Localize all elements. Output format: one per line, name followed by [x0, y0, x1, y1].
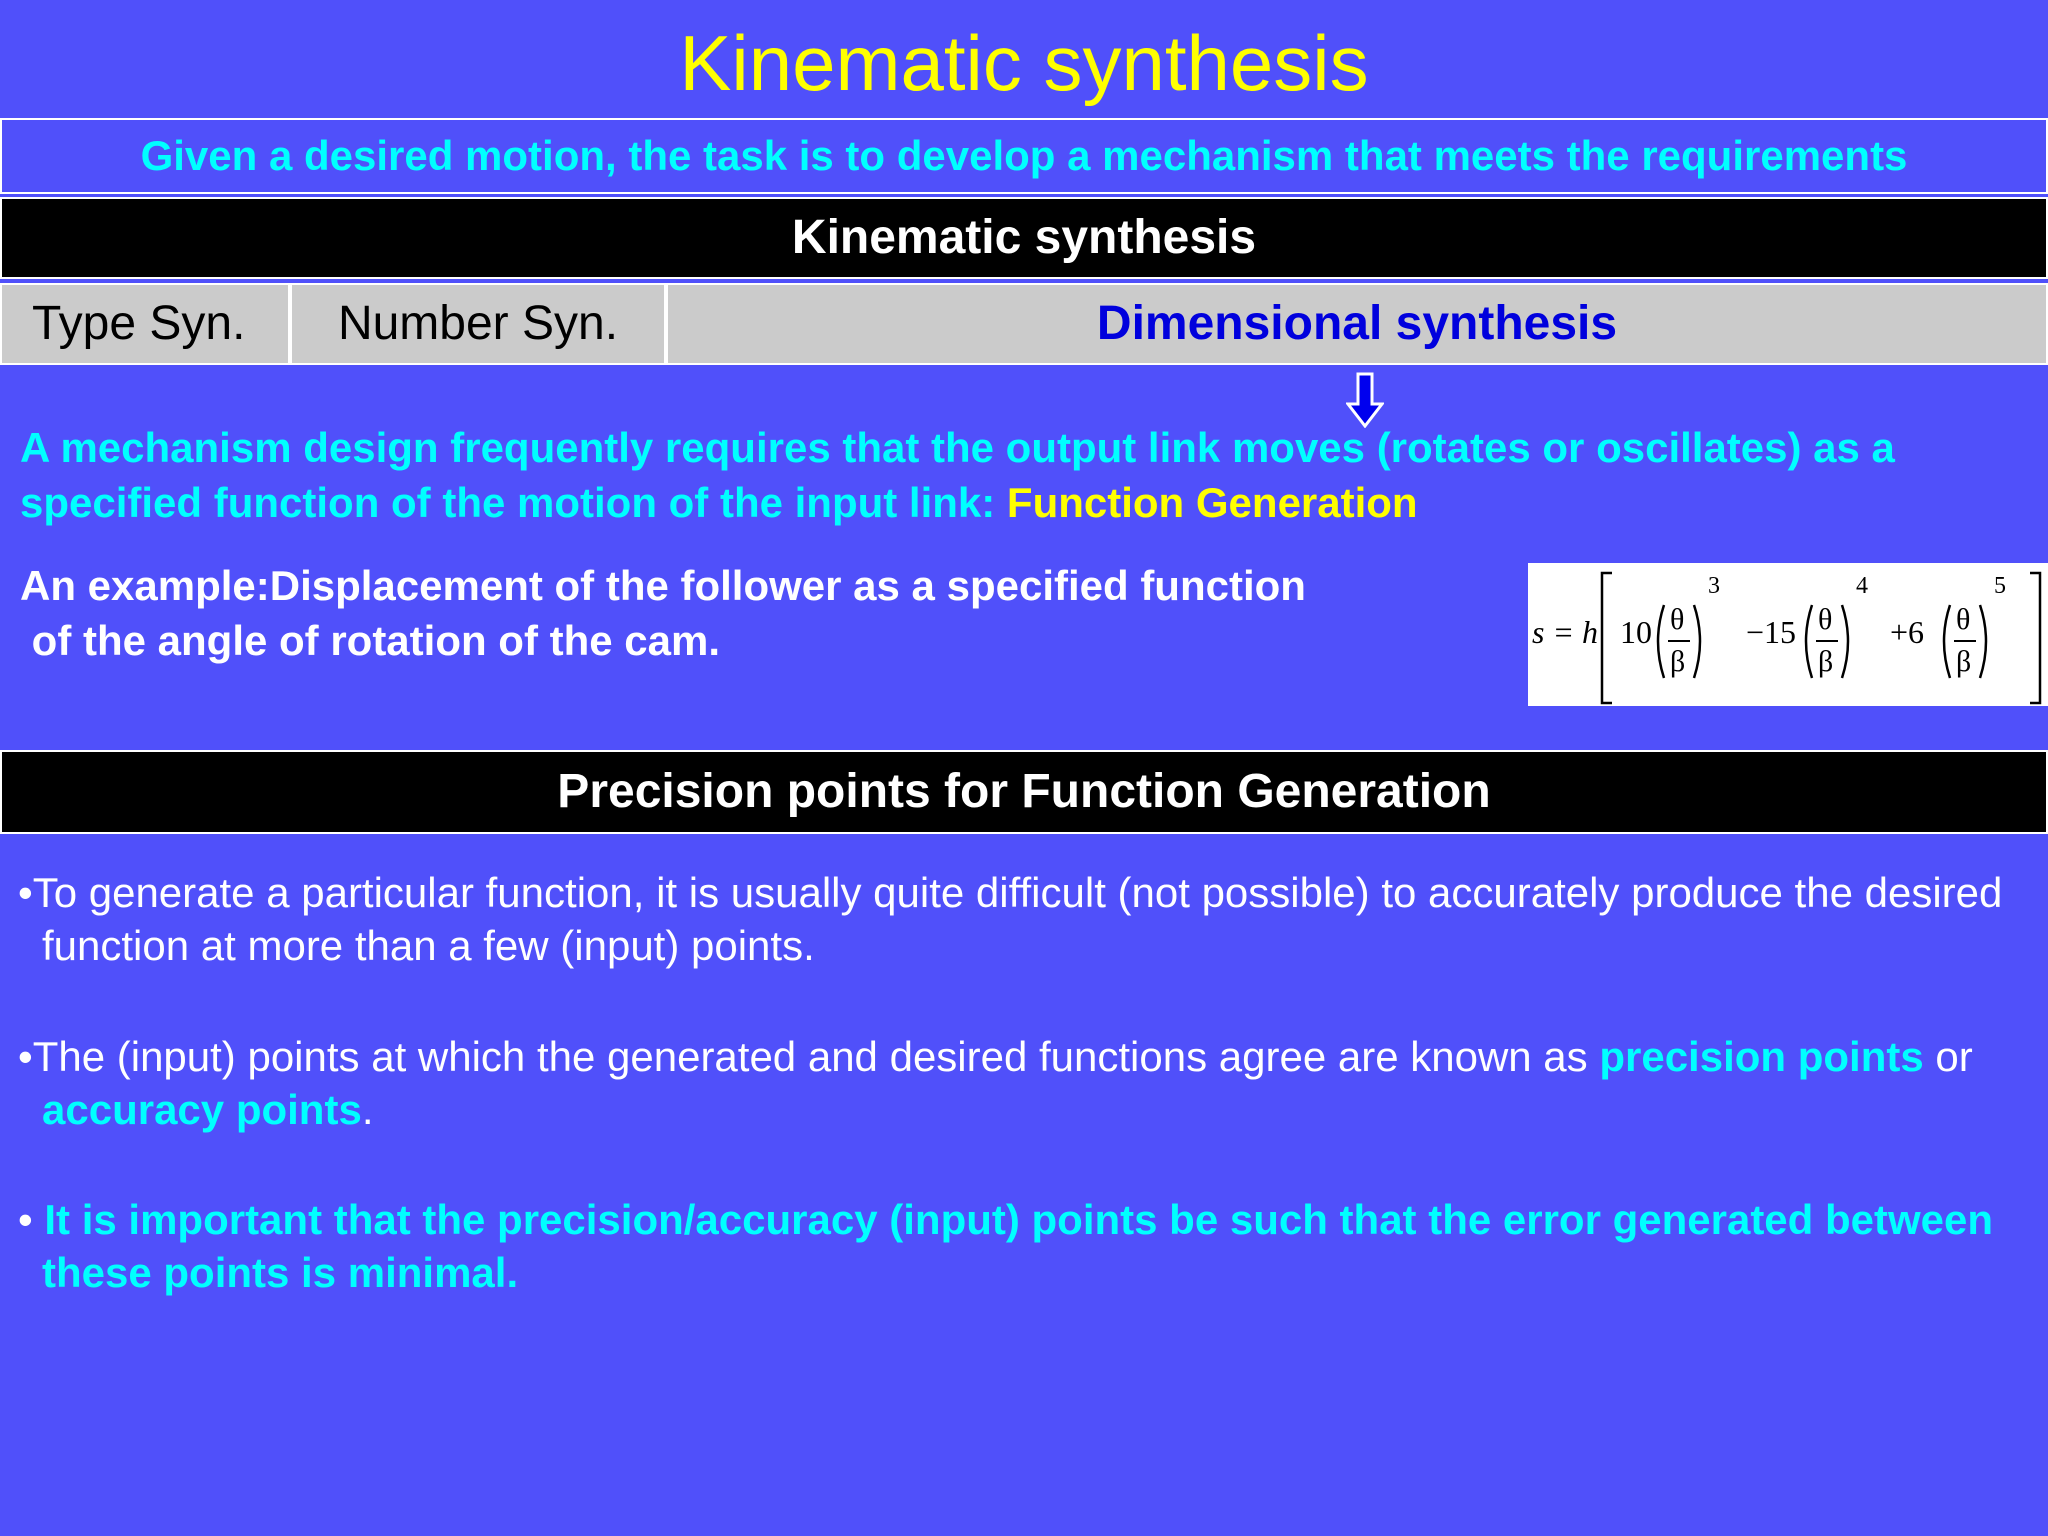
accuracy-points-term: accuracy points: [42, 1086, 362, 1133]
formula-beta-3: β: [1956, 645, 1972, 678]
formula-paren-3-left: [1944, 605, 1950, 678]
function-generation-term: Function Generation: [1006, 479, 1418, 526]
formula-power-3: 5: [1994, 573, 2006, 599]
example-line-1: An example:Displacement of the follower as a specified function: [20, 562, 1306, 609]
dimensional-synthesis-cell: Dimensional synthesis: [666, 283, 2048, 365]
formula-theta-3: θ: [1956, 603, 1971, 636]
formula-paren-2-right: [1842, 605, 1848, 678]
formula-lhs: s = h: [1532, 614, 1599, 650]
example-paragraph: [20, 558, 1480, 668]
precision-points-term: precision points: [1599, 1033, 1924, 1080]
formula-paren-1-left: [1658, 605, 1664, 678]
bullet-3-marker: •: [18, 1196, 45, 1243]
formula-right-bracket: [2030, 573, 2040, 703]
bullet-precision-definition: [18, 1030, 2018, 1136]
formula-beta-2: β: [1818, 645, 1834, 678]
number-synthesis-cell: Number Syn.: [290, 283, 666, 365]
bullet-difficulty: •To generate a particular function, it is usually quite difficult (not possible) to accurately produce the desired function at more than a few (input) points.: [18, 869, 2003, 969]
formula-theta-1: θ: [1670, 603, 1685, 636]
synthesis-header: Kinematic synthesis: [0, 197, 2048, 279]
formula-power-2: 4: [1856, 573, 1868, 599]
function-generation-paragraph: [20, 420, 2030, 530]
example-line-2: of the angle of rotation of the cam.: [20, 617, 721, 664]
bullet-3-text: It is important that the precision/accuracy (input) points be such that the error generated between these points is minimal.: [42, 1196, 1994, 1296]
formula-paren-3-right: [1980, 605, 1986, 678]
function-generation-text: A mechanism design frequently requires that the output link moves (rotates or oscillates) as a specified function of the motion of the input link:: [20, 424, 1895, 526]
formula-power-1: 3: [1708, 573, 1720, 599]
formula-theta-2: θ: [1818, 603, 1833, 636]
formula-coef-3: +6: [1890, 614, 1925, 650]
intro-statement: Given a desired motion, the task is to develop a mechanism that meets the requirements: [0, 118, 2048, 194]
formula-coef-2: −15: [1746, 614, 1797, 650]
bullet-2-or: or: [1923, 1033, 1973, 1080]
bullet-2-text: •The (input) points at which the generated and desired functions agree are known as: [18, 1033, 1600, 1080]
formula-paren-1-right: [1694, 605, 1700, 678]
bullet-2-period: .: [361, 1086, 374, 1133]
precision-points-header: Precision points for Function Generation: [0, 750, 2048, 834]
displacement-formula: [1528, 563, 2048, 706]
formula-beta-1: β: [1670, 645, 1686, 678]
formula-coef-1: 10: [1620, 614, 1652, 650]
formula-left-bracket: [1602, 573, 1612, 703]
formula-paren-2-left: [1806, 605, 1812, 678]
bullet-minimal-error: [18, 1193, 2018, 1299]
type-synthesis-cell: Type Syn.: [0, 283, 290, 365]
slide-title: Kinematic synthesis: [679, 19, 1369, 107]
